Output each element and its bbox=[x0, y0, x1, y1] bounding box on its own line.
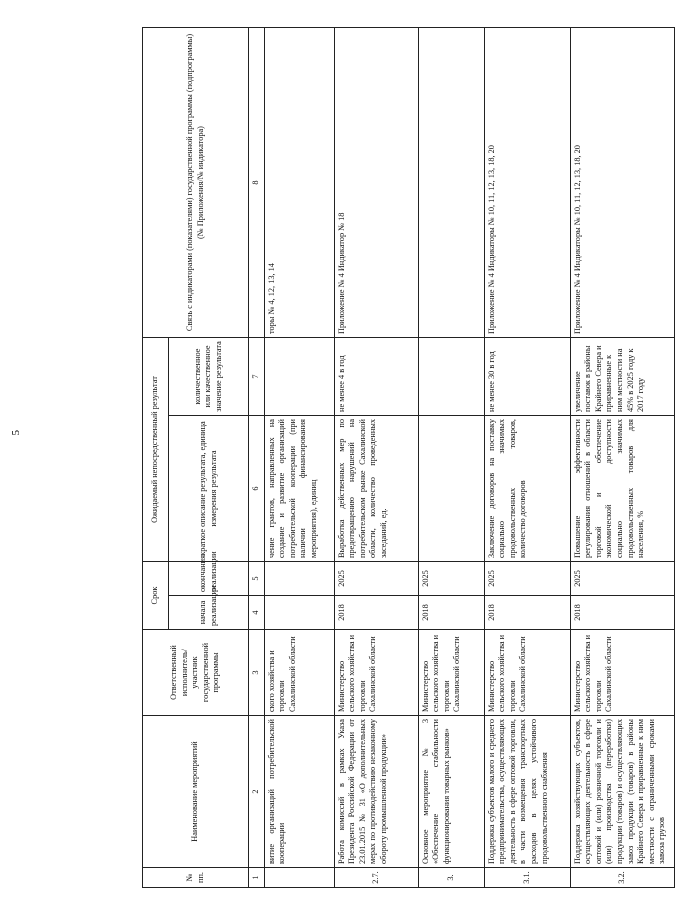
result-description: чение грантов, направленных на создание и развитие организаций потребительской кооперации (при наличии финансирования мероприятия), единиц bbox=[264, 416, 334, 562]
header-value: количественное или качественное значение результата bbox=[169, 338, 249, 416]
col-number: 6 bbox=[249, 416, 265, 562]
row-number: 3. bbox=[418, 868, 484, 888]
result-value: увеличение поставок в районы Крайнего Севера и приравненные к ним местности на 45% в 2025 году к 2017 году bbox=[570, 338, 674, 416]
header-num: № пп. bbox=[143, 868, 249, 888]
result-description: Выработка действенных мер по предотвращению нарушений на потребительском рынке Сахалинской области, количество проведенных заседаний, ед. bbox=[334, 416, 418, 562]
result-value: не менее 4 в год bbox=[334, 338, 418, 416]
table-row bbox=[570, 28, 674, 888]
rotated-page bbox=[142, 28, 675, 888]
col-number: 5 bbox=[249, 562, 265, 596]
table-row bbox=[264, 28, 334, 888]
result-description bbox=[418, 416, 484, 562]
indicator-link: торы № 4, 12, 13, 14 bbox=[264, 28, 334, 338]
start-year: 2018 bbox=[570, 596, 674, 630]
start-year: 2018 bbox=[484, 596, 570, 630]
end-year bbox=[264, 562, 334, 596]
header-description: краткое описание результата, единица измерения результата bbox=[169, 416, 249, 562]
row-number: 2.7. bbox=[334, 868, 418, 888]
table-row bbox=[484, 28, 570, 888]
end-year: 2025 bbox=[418, 562, 484, 596]
start-year: 2018 bbox=[418, 596, 484, 630]
responsible: ского хозяйства и торговли Сахалинской области bbox=[264, 630, 334, 716]
measures-table bbox=[142, 27, 675, 888]
table-row bbox=[334, 28, 418, 888]
col-number: 3 bbox=[249, 630, 265, 716]
end-year: 2025 bbox=[484, 562, 570, 596]
measure-name: Основное мероприятие № 3 «Обеспечение стабильности функционирования товарных рынков» bbox=[418, 716, 484, 868]
responsible: Министерство сельского хозяйства и торговли Сахалинской области bbox=[484, 630, 570, 716]
result-description: Повышение эффективности регулирования отношений в области торговой и обеспечение экономической доступности социально значимых продовольственных товаров для населения, % bbox=[570, 416, 674, 562]
table-row bbox=[418, 28, 484, 888]
header-end: окончания реализации bbox=[169, 562, 249, 596]
col-number: 1 bbox=[249, 868, 265, 888]
indicator-link: Приложение № 4 Индикатор № 18 bbox=[334, 28, 418, 338]
measure-name: Работа комиссий в рамках Указа Президента Российской Федерации от 23.01.2015 № 31 «О дополнительных мерах по противодействию незаконному обороту промышленной продукции» bbox=[334, 716, 418, 868]
measure-name: Поддержка хозяйствующих субъектов, осуществляющих деятельность в сфере оптовой и (или) розничной торговли и (или) производства (переработки) продукции (товаров) и осуществляющих завоз продукции (товаров) в районы Крайнего Севера и приравненные к ним местности с ограниченными сроками завоза грузов bbox=[570, 716, 674, 868]
start-year: 2018 bbox=[334, 596, 418, 630]
measure-name: витие организаций потребительской кооперации bbox=[264, 716, 334, 868]
responsible: Министерство сельского хозяйства и торговли Сахалинской области bbox=[570, 630, 674, 716]
header-result: Ожидаемый непосредственный результат bbox=[143, 338, 169, 562]
responsible: Министерство сельского хозяйства и торговли Сахалинской области bbox=[418, 630, 484, 716]
indicator-link: Приложение № 4 Индикаторы № 10, 11, 12, 13, 18, 20 bbox=[484, 28, 570, 338]
indicator-link bbox=[418, 28, 484, 338]
header-name: Наименование мероприятий bbox=[143, 716, 249, 868]
header-term: Срок bbox=[143, 562, 169, 630]
responsible: Министерство сельского хозяйства и торговли Сахалинской области bbox=[334, 630, 418, 716]
start-year bbox=[264, 596, 334, 630]
header-start: начала реализации bbox=[169, 596, 249, 630]
col-number: 7 bbox=[249, 338, 265, 416]
measure-name: Поддержка субъектов малого и среднего предпринимательства, осуществляющих деятельность в сфере оптовой торговли, в части возмещения транспортных расходов в целях устойчивого продовольственного снабжения bbox=[484, 716, 570, 868]
header-link: Связь с индикаторами (показателями) государственной программы (подпрограммы) (№ Приложения/№ индикатора) bbox=[143, 28, 249, 338]
end-year: 2025 bbox=[334, 562, 418, 596]
result-description: Заключение договоров на поставку социально значимых продовольственных товаров, количество договоров bbox=[484, 416, 570, 562]
header-responsible: Ответственный исполнитель/участник государственной программы bbox=[143, 630, 249, 716]
col-number: 2 bbox=[249, 716, 265, 868]
result-value bbox=[418, 338, 484, 416]
row-number bbox=[264, 868, 334, 888]
result-value: не менее 30 в год bbox=[484, 338, 570, 416]
result-value bbox=[264, 338, 334, 416]
col-number: 8 bbox=[249, 28, 265, 338]
col-number: 4 bbox=[249, 596, 265, 630]
page-number: 5 bbox=[10, 430, 22, 436]
row-number: 3.1. bbox=[484, 868, 570, 888]
row-number: 3.2. bbox=[570, 868, 674, 888]
indicator-link: Приложение № 4 Индикаторы № 10, 11, 12, 13, 18, 20 bbox=[570, 28, 674, 338]
end-year: 2025 bbox=[570, 562, 674, 596]
